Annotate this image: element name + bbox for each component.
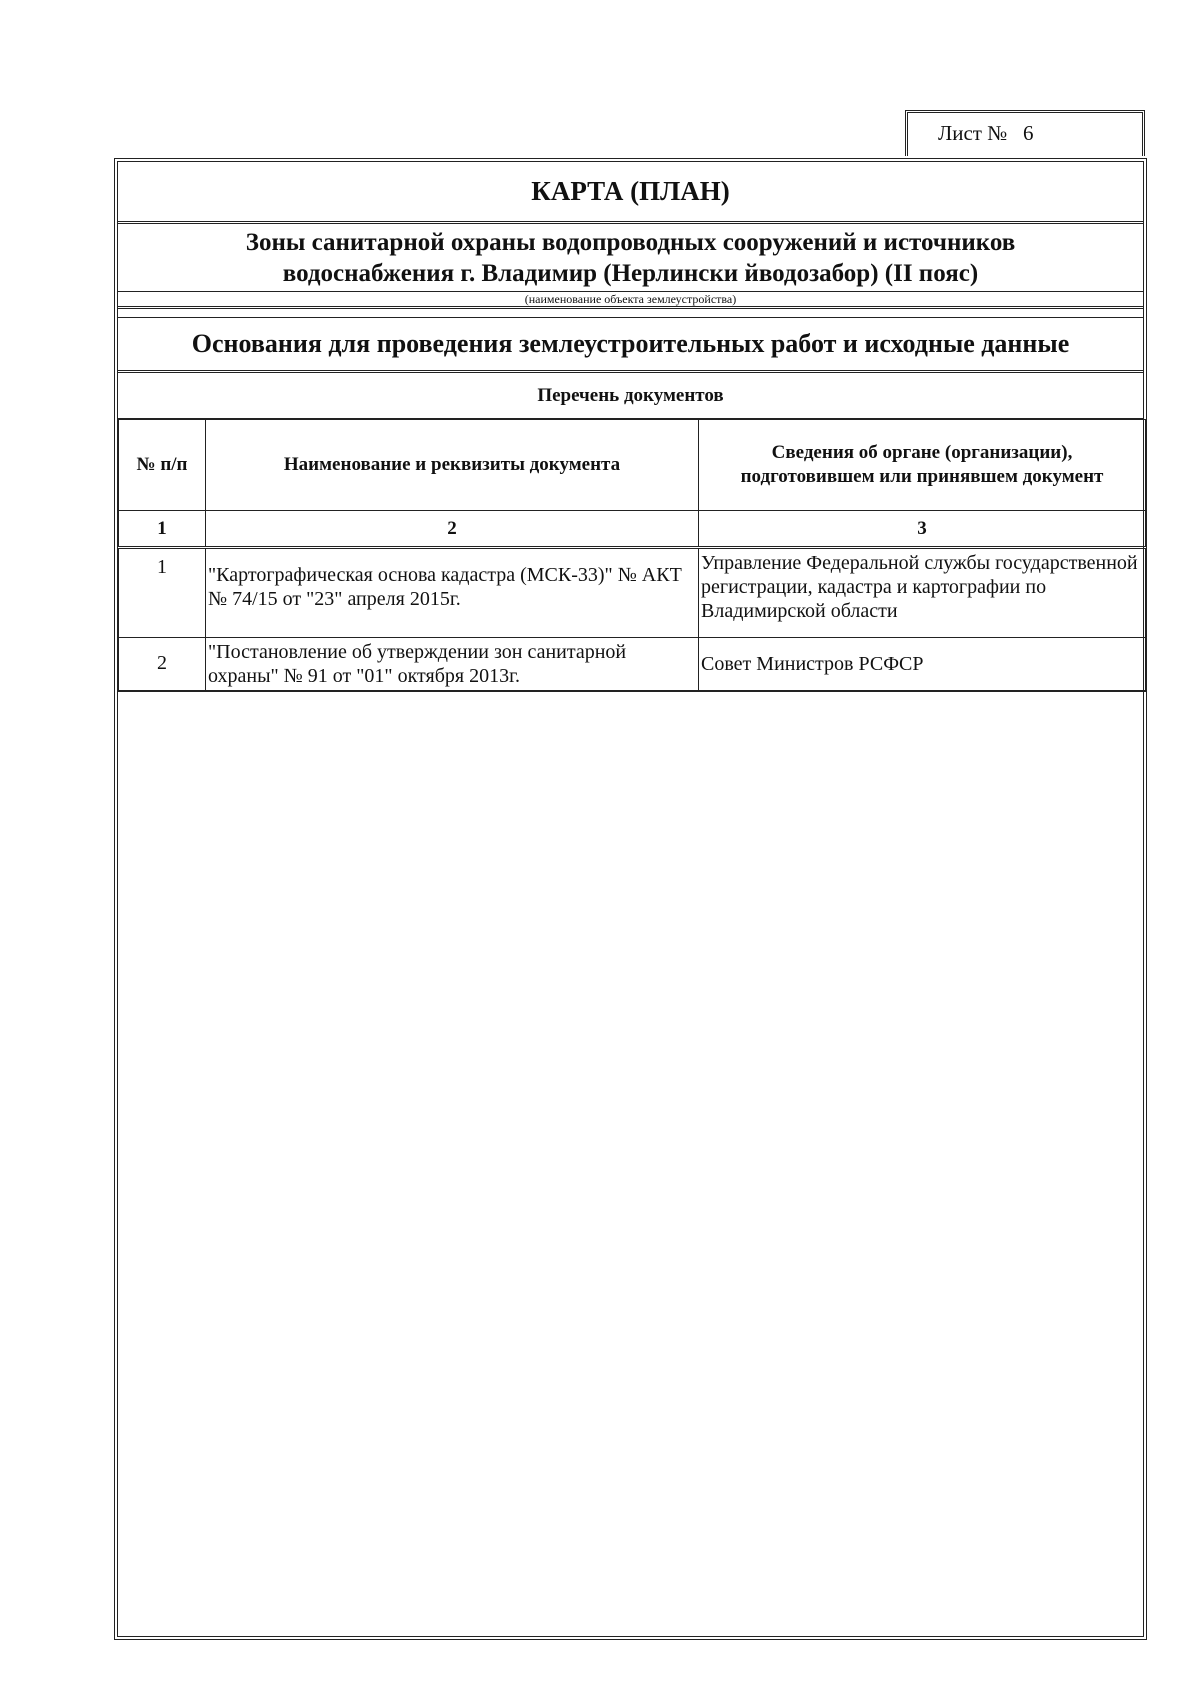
column-number: 2 <box>206 511 699 548</box>
header-num: № п/п <box>119 420 206 511</box>
table-header-row <box>119 420 1146 511</box>
row-organization: Совет Министров РСФСР <box>699 638 1146 692</box>
sheet-number-label: Лист № 6 <box>938 121 1034 145</box>
document-frame <box>114 158 1147 1640</box>
header-organization: Сведения об органе (организации), подготовившем или принявшем документ <box>699 420 1146 511</box>
documents-list-heading: Перечень документов <box>118 373 1143 419</box>
sheet-number-value: 6 <box>1023 121 1034 145</box>
object-name-caption: (наименование объекта землеустройства) <box>118 292 1143 309</box>
document-title: КАРТА (ПЛАН) <box>118 162 1143 224</box>
header-document-name: Наименование и реквизиты документа <box>206 420 699 511</box>
object-name-line-2: водоснабжения г. Владимир (Нерлински йводозабор) (II пояс) <box>282 259 979 287</box>
row-organization: Управление Федеральной службы государственной регистрации, кадастра и картографии по Владимирской области <box>699 548 1146 638</box>
column-number: 3 <box>699 511 1146 548</box>
object-name <box>118 224 1143 292</box>
basis-heading: Основания для проведения землеустроительных работ и исходные данные <box>118 317 1143 373</box>
row-num: 1 <box>119 548 206 638</box>
table-row <box>119 548 1146 638</box>
sheet-number-box <box>905 110 1145 156</box>
column-number-row <box>119 511 1146 548</box>
object-name-line-1: Зоны санитарной охраны водопроводных сооружений и источников <box>245 228 1016 256</box>
documents-table <box>118 419 1146 692</box>
row-num: 2 <box>119 638 206 692</box>
column-number: 1 <box>119 511 206 548</box>
table-row <box>119 638 1146 692</box>
row-document-name: "Картографическая основа кадастра (МСК-33)" № АКТ № 74/15 от "23" апреля 2015г. <box>206 548 699 638</box>
row-document-name: "Постановление об утверждении зон санитарной охраны" № 91 от "01" октября 2013г. <box>206 638 699 692</box>
